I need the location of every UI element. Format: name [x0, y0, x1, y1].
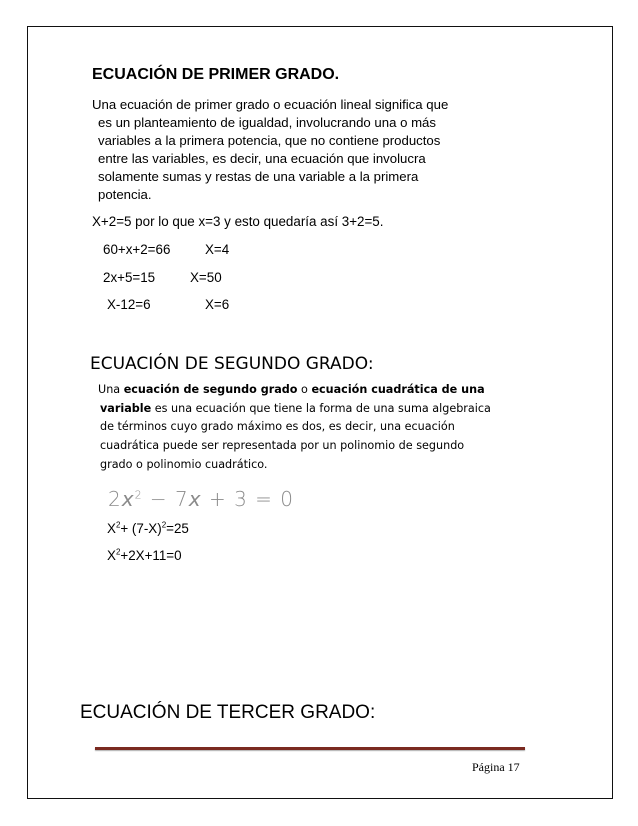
formula-var: x	[121, 487, 135, 511]
formula-exp: 2	[134, 488, 143, 502]
quadratic-formula-image	[108, 487, 294, 511]
text-run: Una	[98, 383, 124, 396]
paragraph-line: solamente sumas y restas de una variable a la primera	[98, 169, 419, 184]
paragraph-line: Una ecuación de primer grado o ecuación lineal significa que	[92, 97, 449, 112]
bold-term: ecuación cuadrática de una	[311, 383, 485, 396]
paragraph-primer-grado	[92, 96, 522, 204]
eq-part: X	[107, 521, 116, 536]
paragraph-line: variables a la primera potencia, que no contiene productos	[98, 133, 441, 148]
eq-part: +2X+11=0	[120, 548, 182, 563]
bold-term: variable	[100, 401, 152, 415]
quadratic-equation-1	[107, 521, 189, 536]
quadratic-equation-2	[107, 548, 182, 563]
bold-term: ecuación de segundo grado	[123, 383, 298, 396]
footer-rule	[95, 747, 525, 750]
equation-solution: X=6	[205, 297, 230, 312]
paragraph-line	[98, 381, 538, 400]
section-title-tercer-grado: ECUACIÓN DE TERCER GRADO:	[80, 702, 376, 723]
equation: 60+x+2=66	[103, 242, 171, 257]
formula-part: 2	[108, 487, 122, 511]
eq-exp: 2	[115, 547, 121, 557]
eq-exp: 2	[115, 520, 121, 530]
formula-var: x	[188, 487, 202, 511]
equation: 2x+5=15	[103, 270, 156, 285]
equation-solution: X=50	[190, 270, 222, 285]
formula-part: − 7	[142, 487, 189, 511]
paragraph-line	[98, 400, 538, 419]
text-run: es una ecuación que tiene la forma de una suma algebraica	[151, 401, 491, 415]
page-number: Página 17	[472, 760, 520, 774]
eq-part: + (7-X)	[120, 521, 162, 536]
example-line: X+2=5 por lo que x=3 y esto quedaría así 3+2=5.	[92, 214, 384, 229]
paragraph-line: entre las variables, es decir, una ecuación que involucra	[98, 151, 426, 166]
paragraph-line: es un planteamiento de igualdad, involucrando una o más	[98, 115, 436, 130]
eq-exp: 2	[161, 520, 167, 530]
paragraph-line: de términos cuyo grado máximo es dos, es decir, una ecuación	[100, 420, 455, 434]
eq-part: X	[107, 548, 116, 563]
formula-part: + 3 = 0	[201, 487, 295, 511]
text-run: o	[297, 383, 312, 396]
equation-solution: X=4	[205, 242, 230, 257]
section-title-segundo-grado: ECUACIÓN DE SEGUNDO GRADO:	[90, 354, 374, 374]
paragraph-line: grado o polinomio cuadrático.	[100, 457, 268, 471]
eq-part: =25	[166, 521, 189, 536]
equation: X-12=6	[107, 297, 151, 312]
paragraph-line: potencia.	[98, 187, 152, 202]
paragraph-segundo-grado	[98, 381, 538, 475]
section-title-primer-grado: ECUACIÓN DE PRIMER GRADO.	[92, 66, 340, 83]
paragraph-line: cuadrática puede ser representada por un polinomio de segundo	[100, 439, 465, 453]
